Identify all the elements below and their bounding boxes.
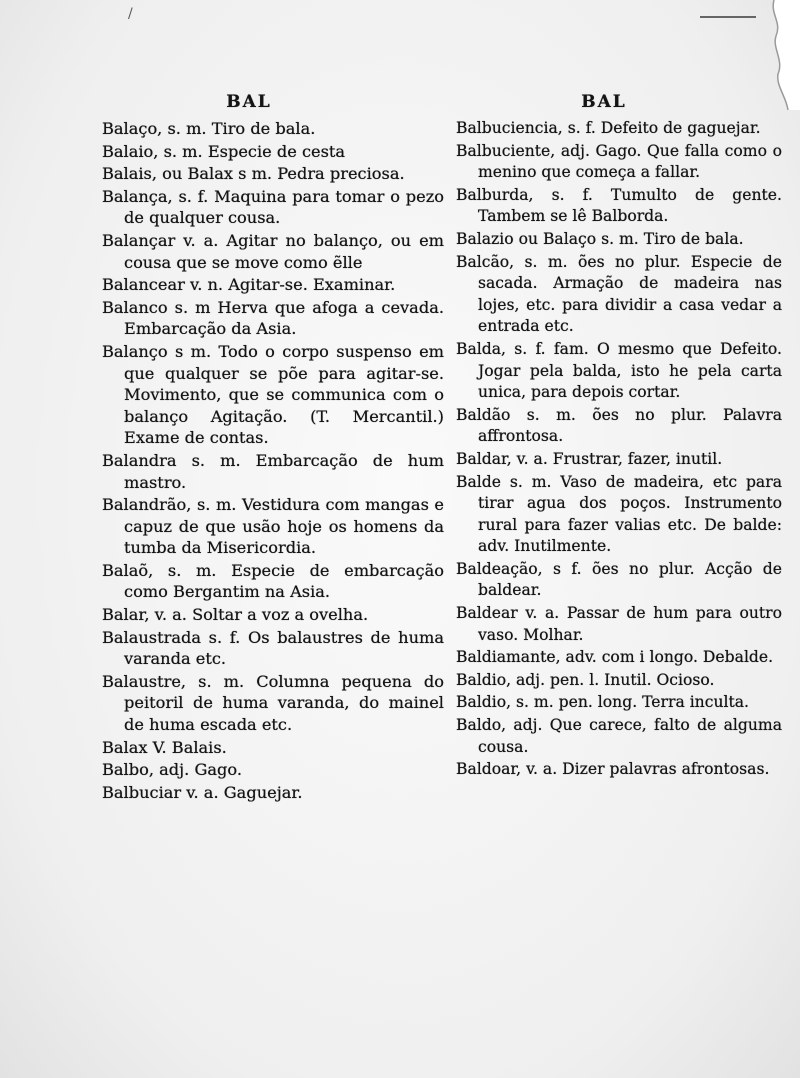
dictionary-entry: Baldeação, s f. ões no plur. Acção de baldear. — [456, 559, 782, 600]
dictionary-entry: Baldar, v. a. Frustrar, fazer, inutil. — [456, 449, 723, 468]
right-column — [456, 92, 782, 782]
dictionary-entry: Balaço, s. m. Tiro de bala. — [102, 119, 316, 138]
dictionary-entry: Balaustre, s. m. Columna pequena do peitoril de huma varanda, do mainel de huma escada etc. — [102, 671, 444, 735]
dictionary-entry: Balança, s. f. Maquina para tomar o pezo de qualquer cousa. — [102, 186, 444, 228]
right-entry-list — [456, 118, 782, 781]
dictionary-entry: Balda, s. f. fam. O mesmo que Defeito. Jogar pela balda, isto he pela carta unica, para depois cortar. — [456, 339, 782, 402]
dictionary-entry: Baldio, adj. pen. l. Inutil. Ocioso. — [456, 670, 715, 689]
dictionary-entry: Balanco s. m Herva que afoga a cevada. Embarcação da Asia. — [102, 297, 444, 339]
dictionary-entry: Balbuciencia, s. f. Defeito de gaguejar. — [456, 119, 761, 137]
dictionary-entry: Baldão s. m. ões no plur. Palavra affrontosa. — [456, 405, 782, 446]
dictionary-entry: Balandra s. m. Embarcação de hum mastro. — [102, 450, 444, 492]
dictionary-entry: Baldear v. a. Passar de hum para outro vaso. Molhar. — [456, 604, 782, 644]
dictionary-entry: Baldo, adj. Que carece, falto de alguma cousa. — [456, 716, 782, 756]
left-column — [102, 92, 444, 804]
dictionary-entry: Balaio, s. m. Especie de cesta — [102, 141, 346, 161]
dictionary-entry: Balazio ou Balaço s. m. Tiro de bala. — [456, 229, 744, 248]
dictionary-entry: Balais, ou Balax s m. Pedra preciosa. — [102, 164, 405, 184]
dictionary-entry: Baldoar, v. a. Dizer palavras afrontosas. — [456, 760, 770, 779]
dictionary-entry: Balaustrada s. f. Os balaustres de huma varanda etc. — [102, 627, 444, 669]
dictionary-entry: Balar, v. a. Soltar a voz a ovelha. — [102, 605, 369, 625]
edge-line — [700, 16, 756, 18]
dictionary-entry: Balançar v. a. Agitar no balanço, ou em cousa que se move como ẽlle — [102, 230, 444, 272]
dictionary-entry: Balbuciente, adj. Gago. Que falla como o menino que começa a fallar. — [456, 141, 782, 182]
dictionary-entry: Balburda, s. f. Tumulto de gente. Tambem se lê Balborda. — [456, 185, 782, 226]
left-running-head: BAL — [226, 92, 272, 112]
dictionary-entry: Balaõ, s. m. Especie de embarcação como Bergantim na Asia. — [102, 560, 444, 602]
right-running-head: BAL — [581, 92, 627, 112]
dictionary-entry: Balandrão, s. m. Vestidura com mangas e capuz de que usão hoje os homens da tumba da Misericordia. — [102, 495, 444, 558]
dictionary-entry: Baldiamante, adv. com i longo. Debalde. — [456, 648, 774, 667]
top-mark: / — [128, 6, 133, 22]
dictionary-entry: Balax V. Balais. — [102, 737, 227, 757]
dictionary-entry: Baldio, s. m. pen. long. Terra inculta. — [456, 693, 750, 712]
dictionary-entry: Balde s. m. Vaso de madeira, etc para tirar agua dos poços. Instrumento rural para fazer valias etc. De balde: adv. Inutilmente. — [456, 472, 782, 556]
dictionary-entry: Balcão, s. m. ões no plur. Especie de sacada. Armação de madeira nas lojes, etc. para dividir a casa vedar a entrada etc. — [456, 252, 782, 336]
dictionary-entry: Balbuciar v. a. Gaguejar. — [102, 782, 303, 802]
left-entry-list — [102, 118, 444, 803]
dictionary-entry: Balbo, adj. Gago. — [102, 760, 242, 780]
dictionary-entry: Balancear v. n. Agitar-se. Examinar. — [102, 275, 396, 295]
dictionary-entry: Balanço s m. Todo o corpo suspenso em que qualquer se põe para agitar-se. Movimento, que se communica com o balanço Agitação. (T. Mercantil.) Exame de contas. — [102, 341, 444, 448]
